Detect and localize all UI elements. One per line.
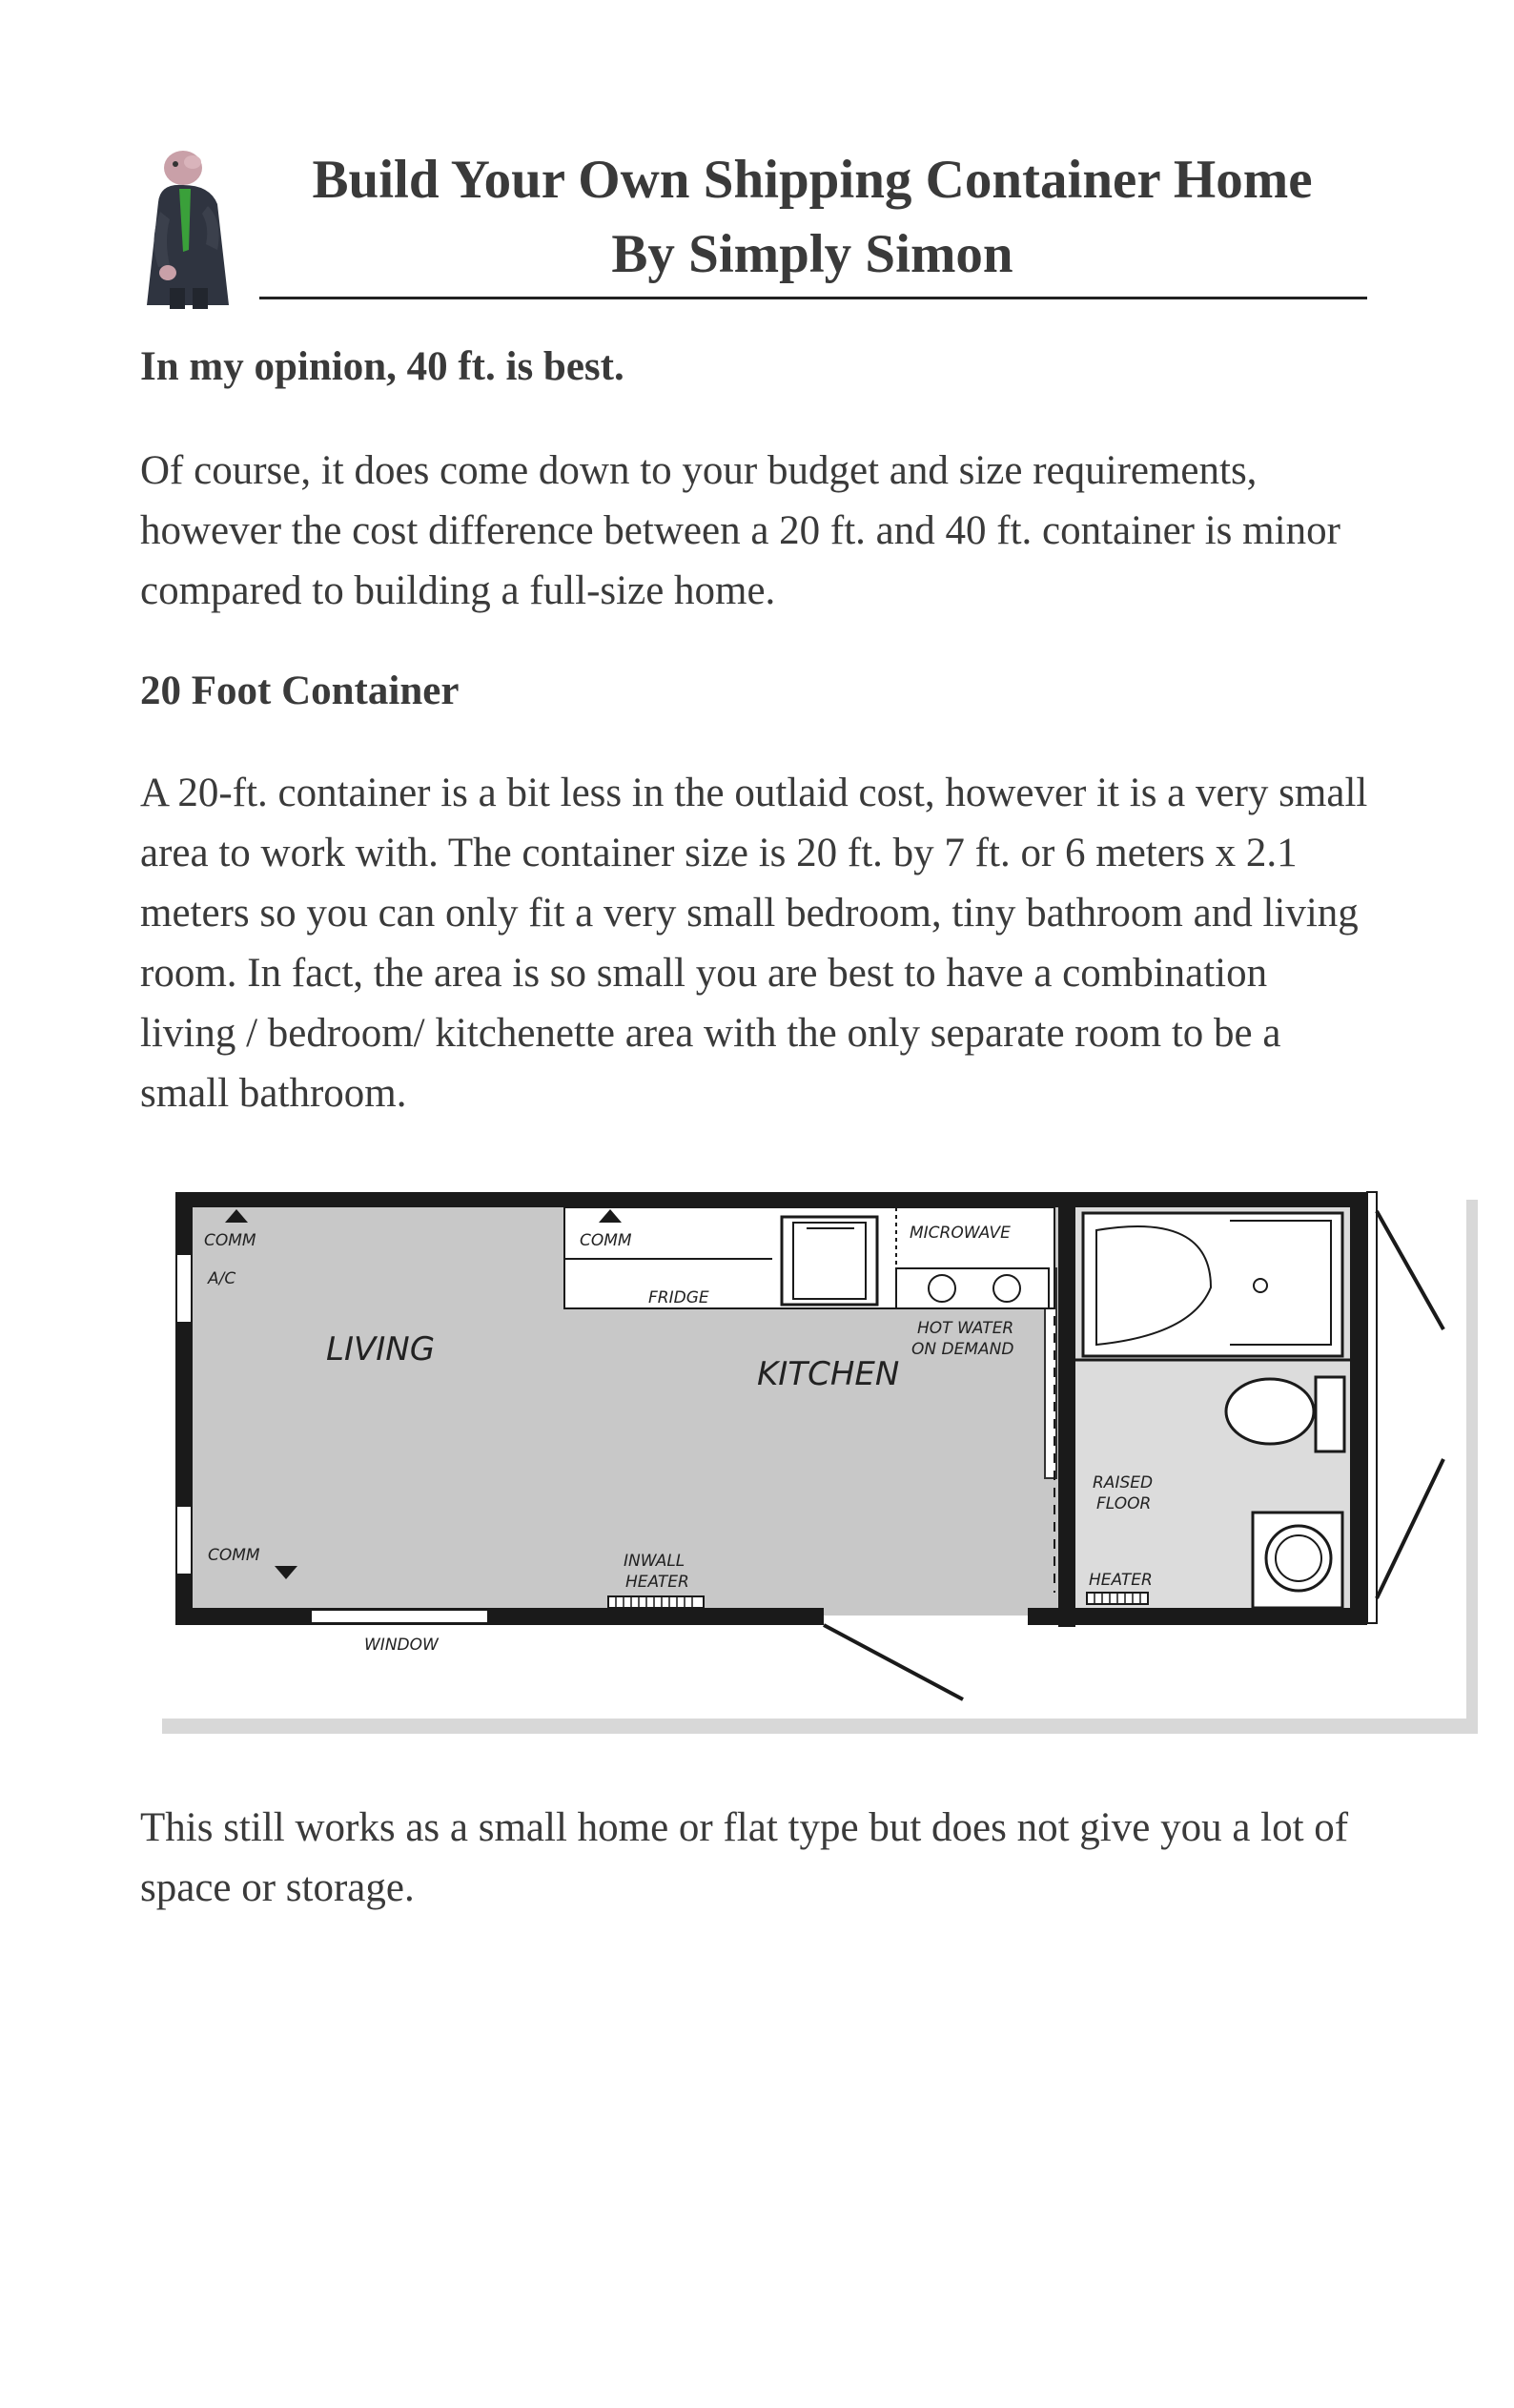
plan-label-living: LIVING	[326, 1330, 436, 1369]
plan-label-kitchen: KITCHEN	[757, 1355, 900, 1393]
title-line-2: By Simply Simon	[611, 224, 1013, 284]
plan-label-comm-2: COMM	[580, 1231, 632, 1250]
plan-label-on-demand: ON DEMAND	[911, 1340, 1014, 1359]
plan-label-hot-water: HOT WATER	[917, 1319, 1014, 1338]
section-heading: 20 Foot Container	[140, 669, 460, 713]
closing-paragraph: This still works as a small home or flat type but does not give you a lot of space or storage.	[140, 1805, 1349, 1910]
title-divider	[259, 297, 1367, 299]
plan-label-ac: A/C	[208, 1269, 236, 1288]
plan-label-microwave: MICROWAVE	[910, 1224, 1011, 1243]
plan-label-inwall-heater: HEATER	[625, 1573, 689, 1592]
floor-plan	[143, 1173, 1497, 1736]
avatar	[141, 145, 235, 313]
section-paragraph: A 20-ft. container is a bit less in the outlaid cost, however it is a very small area to work with. The container size is 20 ft. by 7 ft. or 6 meters x 2.1 meters so you can only fit a very small bedroom, tiny bathroom and living room. In fact, the area is so small you are best to have a combination living / bedroom/ kitchenette area with the only separate room to be a small bathroom.	[140, 771, 1368, 1116]
plan-label-heater: HEATER	[1089, 1571, 1153, 1590]
plan-label-raised: RAISED	[1093, 1473, 1154, 1492]
plan-label-comm-1: COMM	[204, 1231, 256, 1250]
intro-heading: In my opinion, 40 ft. is best.	[140, 344, 624, 389]
title-line-1: Build Your Own Shipping Container Home	[312, 150, 1313, 210]
plan-label-floor: FLOOR	[1096, 1494, 1152, 1513]
page-title	[259, 143, 1365, 292]
intro-paragraph: Of course, it does come down to your budget and size requirements, however the cost difference between a 20 ft. and 40 ft. container is minor compared to building a full-size home.	[140, 448, 1340, 613]
plan-label-fridge: FRIDGE	[648, 1288, 709, 1307]
plan-label-window: WINDOW	[364, 1636, 439, 1655]
plan-label-inwall: INWALL	[624, 1552, 685, 1571]
plan-label-comm-3: COMM	[208, 1546, 260, 1565]
